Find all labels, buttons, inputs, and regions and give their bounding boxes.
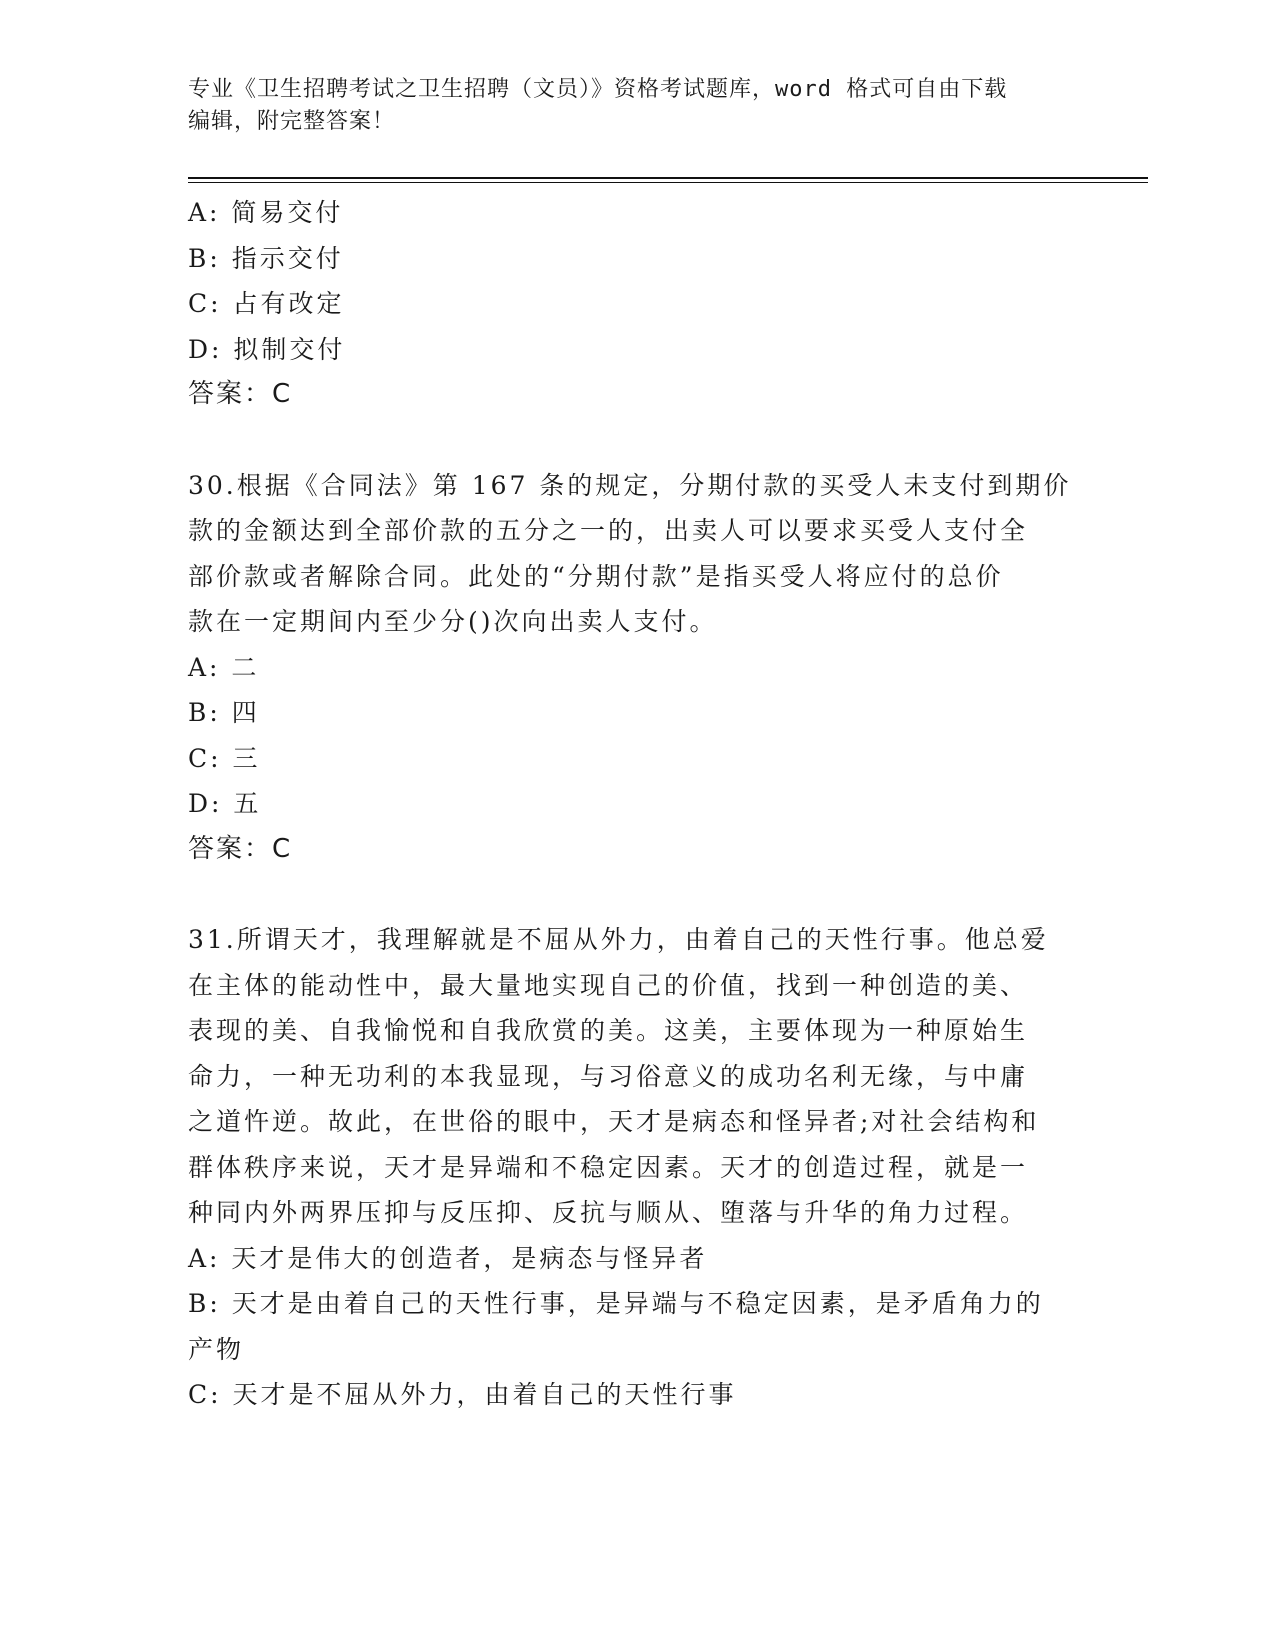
header-divider-top: [188, 177, 1148, 179]
option-c: C: 占有改定: [188, 289, 345, 318]
option-a: A: 二: [188, 652, 260, 682]
option-b-continued: 产物: [188, 1334, 245, 1364]
option-d: D: 五: [188, 789, 262, 818]
option-c: C: 三: [188, 743, 261, 773]
option-b: B: 指示交付: [188, 243, 344, 273]
option-b: B: 四: [188, 698, 260, 727]
option-a: A: 简易交付: [188, 198, 344, 227]
spacer: [188, 418, 1078, 463]
stem-line: 在主体的能动性中，最大量地实现自己的价值，找到一种创造的美、: [188, 970, 1029, 1000]
stem-line: 命力，一种无功利的本我显现，与习俗意义的成功名利无缘，与中庸: [188, 1061, 1029, 1091]
question-30-stem: [188, 463, 1078, 645]
option-d: D: 拟制交付: [188, 334, 346, 364]
stem-line: 部价款或者解除合同。此处的“分期付款”是指买受人将应付的总价: [188, 561, 1004, 591]
question-content: [188, 190, 1078, 1418]
stem-line: 31.所谓天才，我理解就是不屈从外力，由着自己的天性行事。他总爱: [188, 925, 1049, 954]
option-b: B: 天才是由着自己的天性行事，是异端与不稳定因素，是矛盾角力的: [188, 1289, 1044, 1318]
question-30-options: [188, 645, 1078, 827]
spacer: [188, 872, 1078, 917]
prev-question-options: [188, 190, 1078, 372]
stem-line: 表现的美、自我愉悦和自我欣赏的美。这美，主要体现为一种原始生: [188, 1016, 1029, 1045]
prev-question-answer: 答案：C: [188, 379, 293, 409]
header-line-1: 专业《卫生招聘考试之卫生招聘（文员）》资格考试题库，word 格式可自由下载: [188, 77, 1008, 102]
stem-line: 30.根据《合同法》第 167 条的规定，分期付款的买受人未支付到期价: [188, 470, 1072, 500]
question-31-stem: [188, 917, 1078, 1236]
stem-line: 群体秩序来说，天才是异端和不稳定因素。天才的创造过程，就是一: [188, 1152, 1029, 1182]
question-31-options: [188, 1236, 1078, 1418]
header-line-2: 编辑，附完整答案！: [188, 109, 396, 134]
option-a: A: 天才是伟大的创造者，是病态与怪异者: [188, 1243, 708, 1273]
option-c: C: 天才是不屈从外力，由着自己的天性行事: [188, 1380, 737, 1409]
stem-line: 之道忤逆。故此，在世俗的眼中，天才是病态和怪异者;对社会结构和: [188, 1107, 1040, 1136]
document-header: [188, 74, 1068, 138]
question-30-answer: 答案：C: [188, 833, 293, 864]
stem-line: 种同内外两界压抑与反压抑、反抗与顺从、堕落与升华的角力过程。: [188, 1198, 1029, 1227]
header-divider-bottom: [188, 182, 1148, 183]
stem-line: 款的金额达到全部价款的五分之一的，出卖人可以要求买受人支付全: [188, 516, 1029, 545]
stem-line: 款在一定期间内至少分()次向出卖人支付。: [188, 607, 718, 636]
